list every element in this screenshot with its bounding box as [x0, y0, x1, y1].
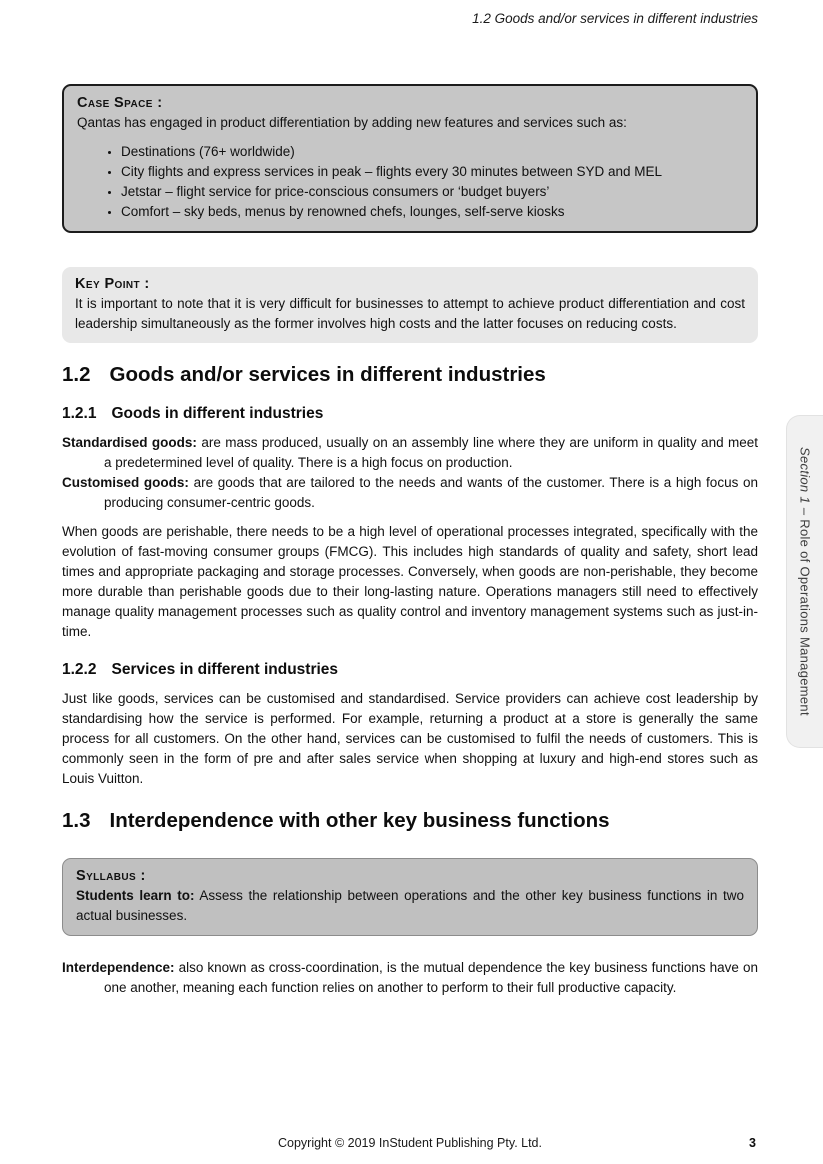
definition-customised-goods — [62, 473, 758, 513]
syllabus-heading: Syllabus : — [76, 868, 146, 884]
bullet-item: • Destinations (76+ worldwide) — [121, 142, 743, 162]
syllabus-lead: Students learn to: — [76, 888, 195, 903]
case-space-bullet-list — [77, 142, 743, 222]
section-tab-prefix: Section 1 – — [797, 447, 813, 520]
page-number: 3 — [749, 1136, 756, 1150]
definition-term: Interdependence: — [62, 960, 175, 975]
running-header: 1.2 Goods and/or services in different industries — [472, 11, 758, 26]
section-tab-title: Role of Operations Management — [797, 519, 813, 716]
bullet-item: • City flights and express services in peak – flights every 30 minutes between SYD and MEL — [121, 162, 743, 182]
paragraph-services: Just like goods, services can be customised and standardised. Service providers can achieve cost leadership by standardising how the service is performed. For example, returning a product at a store is generally the same process for all customers. On the other hand, services can be customised to fulfil the needs of customers. This is commonly seen in the form of pre and after sales service when shopping at luxury and high-end stores such as Louis Vuitton. — [62, 691, 758, 786]
case-space-heading: Case Space : — [77, 95, 163, 111]
section-tab — [786, 415, 823, 748]
section-tab-label — [798, 447, 813, 716]
section-title: Goods in different industries — [111, 405, 324, 422]
syllabus-box — [62, 858, 758, 936]
subsection-heading-1-2-1 — [62, 403, 758, 424]
section-number: 1.3 — [62, 809, 91, 832]
definition-term: Standardised goods: — [62, 435, 197, 450]
bullet-item: • Jetstar – flight service for price-conscious consumers or ‘budget buyers’ — [121, 182, 743, 202]
section-number: 1.2 — [62, 363, 91, 386]
page-content — [62, 0, 758, 998]
paragraph-perishable-goods: When goods are perishable, there needs to be a high level of operational processes integrated, specifically with the evolution of fast-moving consumer groups (FMCG). This includes high standards of quality and safety, short lead times and appropriate packaging and storage processes. Conversely, when goods are non-perishable, they become more durable than perishable goods due to their long-lasting nature. Operations managers still need to effectively manage quality management processes such as quality control and inventory management systems such as just-in-time. — [62, 524, 758, 639]
key-point-text: It is important to note that it is very difficult for businesses to attempt to achieve product differentiation and cost leadership simultaneously as the former involves high costs and the latter focuses on reducing costs. — [75, 296, 745, 331]
section-title: Interdependence with other key business functions — [109, 809, 610, 832]
section-number: 1.2.1 — [62, 405, 97, 422]
definition-text: are mass produced, usually on an assembly line where they are uniform in quality and meet a predetermined level of quality. There is a high focus on production. — [104, 435, 758, 470]
page-footer — [62, 1133, 758, 1153]
section-title: Services in different industries — [111, 661, 339, 678]
definition-text: are goods that are tailored to the needs and wants of the customer. There is a high focus on producing consumer-centric goods. — [104, 475, 758, 510]
definition-interdependence — [62, 958, 758, 998]
definition-term: Customised goods: — [62, 475, 189, 490]
key-point-box — [62, 267, 758, 343]
case-space-intro: Qantas has engaged in product differentiation by adding new features and services such as: — [77, 115, 627, 130]
definition-standardised-goods — [62, 433, 758, 473]
definition-text: also known as cross-coordination, is the mutual dependence the key business functions have on one another, meaning each function relies on another to perform to their full productive capacity. — [104, 960, 758, 995]
copyright-text: Copyright © 2019 InStudent Publishing Pty. Ltd. — [277, 1136, 542, 1150]
subsection-heading-1-2-2 — [62, 659, 758, 680]
section-heading-1-3 — [62, 808, 758, 834]
key-point-heading: Key Point : — [75, 276, 150, 292]
case-space-box — [62, 84, 758, 233]
syllabus-text — [76, 886, 744, 926]
bullet-item: • Comfort – sky beds, menus by renowned chefs, lounges, self-serve kiosks — [121, 202, 743, 222]
section-number: 1.2.2 — [62, 661, 97, 678]
section-heading-1-2 — [62, 362, 758, 388]
section-title: Goods and/or services in different industries — [109, 363, 546, 386]
syllabus-body: Assess the relationship between operations and the other key business functions in two actual businesses. — [76, 888, 744, 923]
